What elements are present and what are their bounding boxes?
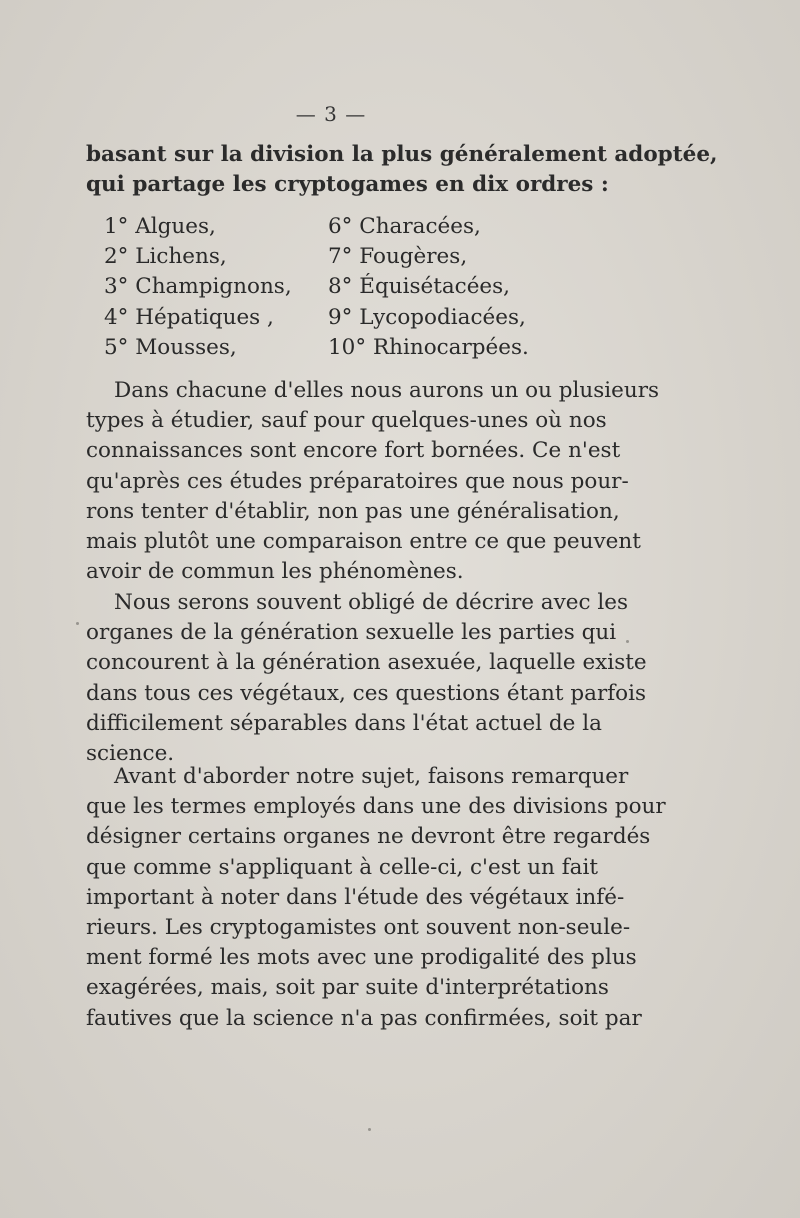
paragraph-line: concourent à la génération asexuée, laquelle existe bbox=[86, 650, 647, 676]
paragraph-line: ment formé les mots avec une prodigalité des plus bbox=[86, 945, 637, 971]
paper-speck bbox=[76, 622, 79, 625]
page-number: — 3 — bbox=[295, 102, 367, 126]
order-item: 3° Champignons, bbox=[104, 274, 292, 300]
paragraph bbox=[86, 762, 666, 1034]
paper-speck bbox=[626, 640, 629, 643]
order-item: 2° Lichens, bbox=[104, 244, 227, 270]
paper-speck bbox=[368, 1128, 371, 1131]
paragraph-line: rieurs. Les cryptogamistes ont souvent non-seule- bbox=[86, 915, 631, 941]
paragraph-line: difficilement séparables dans l'état actuel de la bbox=[86, 710, 602, 736]
intro-line: qui partage les cryptogames en dix ordres : bbox=[86, 172, 609, 198]
paragraph-line: Avant d'aborder notre sujet, faisons remarquer bbox=[114, 764, 629, 789]
order-item: 10° Rhinocarpées. bbox=[328, 334, 529, 360]
paragraph-line: désigner certains organes ne devront être regardés bbox=[86, 824, 651, 850]
paragraph-line: mais plutôt une comparaison entre ce que peuvent bbox=[86, 529, 641, 555]
paragraph-line: connaissances sont encore fort bornées. Ce n'est bbox=[86, 438, 621, 464]
paragraph-line: avoir de commun les phénomènes. bbox=[86, 559, 464, 585]
orders-column-left bbox=[104, 212, 292, 363]
order-item: 9° Lycopodiacées, bbox=[328, 304, 526, 330]
order-item: 6° Characées, bbox=[328, 214, 481, 239]
order-item: 8° Équisétacées, bbox=[328, 274, 511, 300]
intro-line: basant sur la division la plus généralement adoptée, bbox=[86, 142, 718, 167]
paragraph-line: important à noter dans l'étude des végétaux infé- bbox=[86, 884, 625, 910]
intro-text bbox=[86, 140, 718, 200]
paragraph-line: qu'après ces études préparatoires que nous pour- bbox=[86, 468, 629, 494]
paragraph-line: Nous serons souvent obligé de décrire avec les bbox=[114, 590, 628, 615]
paragraph-line: Dans chacune d'elles nous aurons un ou plusieurs bbox=[114, 378, 660, 403]
paragraph-line: fautives que la science n'a pas confirmées, soit par bbox=[86, 1005, 642, 1031]
paragraph-line: que les termes employés dans une des divisions pour bbox=[86, 794, 666, 820]
order-item: 1° Algues, bbox=[104, 214, 216, 239]
paragraph-line: organes de la génération sexuelle les parties qui bbox=[86, 620, 617, 646]
order-item: 4° Hépatiques , bbox=[104, 304, 274, 330]
paragraph-line: rons tenter d'établir, non pas une généralisation, bbox=[86, 498, 620, 524]
order-item: 7° Fougères, bbox=[328, 244, 468, 270]
orders-column-right bbox=[328, 212, 529, 363]
paragraph-line: exagérées, mais, soit par suite d'interprétations bbox=[86, 975, 609, 1001]
paragraph-line: science. bbox=[86, 741, 175, 767]
order-item: 5° Mousses, bbox=[104, 334, 237, 360]
paragraph bbox=[86, 588, 647, 769]
paragraph-line: que comme s'appliquant à celle-ci, c'est un fait bbox=[86, 854, 599, 880]
paragraph-line: types à étudier, sauf pour quelques-unes où nos bbox=[86, 408, 607, 434]
paragraph bbox=[86, 376, 660, 587]
paragraph-line: dans tous ces végétaux, ces questions étant parfois bbox=[86, 680, 647, 706]
